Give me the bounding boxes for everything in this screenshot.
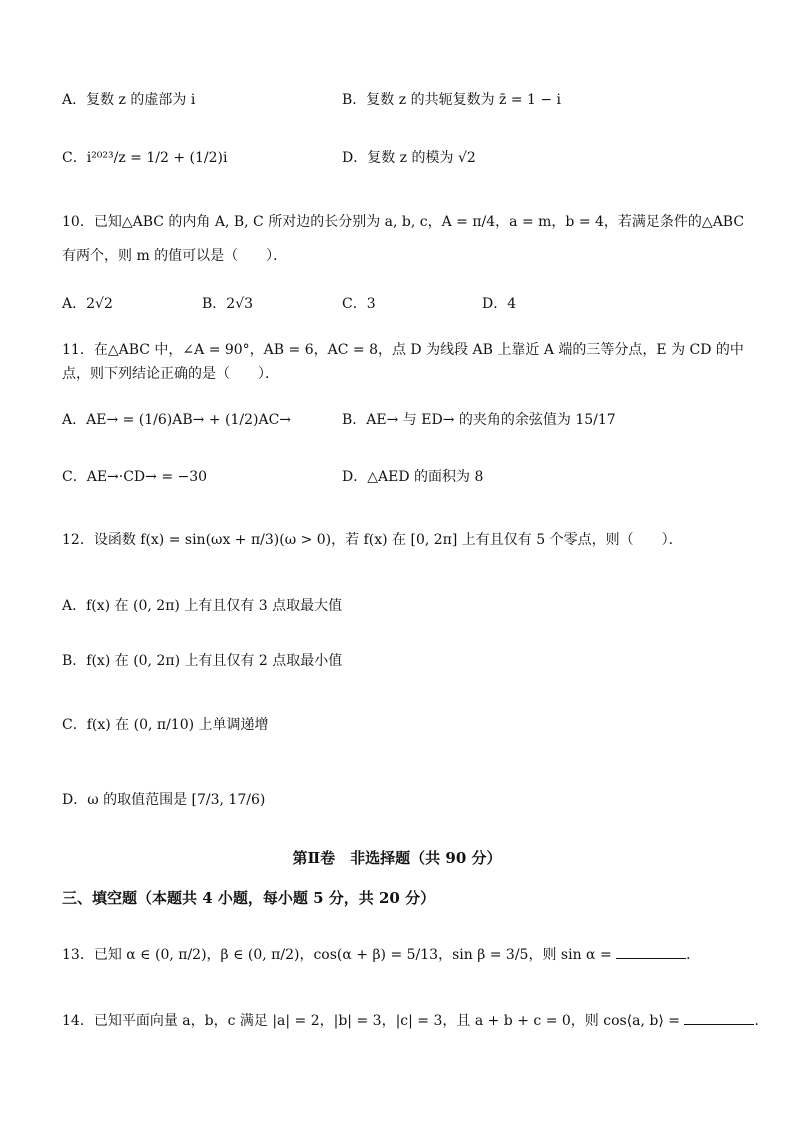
q13-answer-blank[interactable] <box>616 944 686 959</box>
q11-option-d: D．△AED 的面积为 8 <box>342 469 484 485</box>
q11-option-b: B．AE→ 与 ED→ 的夹角的余弦值为 15/17 <box>342 412 616 428</box>
q11-stem-line1: 11．在△ABC 中，∠A = 90°，AB = 6，AC = 8，点 D 为线段 AB 上靠近 A 端的三等分点，E 为 CD 的中 <box>62 342 744 358</box>
q9-option-b: B．复数 z 的共轭复数为 z̄ = 1 − i <box>342 92 562 108</box>
q10-stem-line2: 有两个，则 m 的值可以是（ ）． <box>62 248 288 264</box>
q13-row <box>62 944 700 965</box>
q11-option-c: C．AE→·CD→ = −30 <box>62 469 208 485</box>
q10-option-c: C．3 <box>342 296 376 312</box>
q12-stem: 12．设函数 f(x) = sin(ωx + π/3)(ω > 0)，若 f(x) 在 [0, 2π] 上有且仅有 5 个零点，则（ ）． <box>62 532 683 548</box>
q14-end-period: ． <box>754 1013 769 1029</box>
q10-option-b: B．2√3 <box>202 296 254 312</box>
q12-option-d: D．ω 的取值范围是 [7/3, 17/6) <box>62 792 266 808</box>
part2-title: 第Ⅱ卷 非选择题（共 90 分） <box>292 849 502 867</box>
q10-stem-line1: 10．已知△ABC 的内角 A, B, C 所对边的长分别为 a, b, c，A = π/4，a = m，b = 4，若满足条件的△ABC <box>62 214 745 230</box>
section-title: 三、填空题（本题共 4 小题，每小题 5 分，共 20 分） <box>62 889 436 907</box>
q9-option-d: D．复数 z 的模为 √2 <box>342 150 476 166</box>
q9-option-c: C．i²⁰²³/z = 1/2 + (1/2)i <box>62 150 228 166</box>
q11-option-a: A．AE→ = (1/6)AB→ + (1/2)AC→ <box>62 412 292 428</box>
q14-row <box>62 1010 768 1031</box>
q13-stem: 13．已知 α ∈ (0, π/2)，β ∈ (0, π/2)，cos(α + β) = 5/13，sin β = 3/5，则 sin α = <box>62 947 612 963</box>
q14-stem: 14．已知平面向量 a，b，c 满足 |a| = 2，|b| = 3，|c| = 3，且 a + b + c = 0，则 cos⟨a, b⟩ = <box>62 1013 680 1029</box>
q10-option-d: D．4 <box>482 296 517 312</box>
q12-option-a: A．f(x) 在 (0, 2π) 上有且仅有 3 点取最大值 <box>62 598 343 614</box>
q12-option-b: B．f(x) 在 (0, 2π) 上有且仅有 2 点取最小值 <box>62 653 343 669</box>
q10-option-a: A．2√2 <box>62 296 113 312</box>
q9-option-a: A．复数 z 的虚部为 i <box>62 92 196 108</box>
q14-answer-blank[interactable] <box>684 1010 754 1025</box>
q11-stem-line2: 点，则下列结论正确的是（ ）． <box>62 366 279 382</box>
q12-option-c: C．f(x) 在 (0, π/10) 上单调递增 <box>62 717 269 733</box>
q13-end-period: ． <box>686 947 701 963</box>
